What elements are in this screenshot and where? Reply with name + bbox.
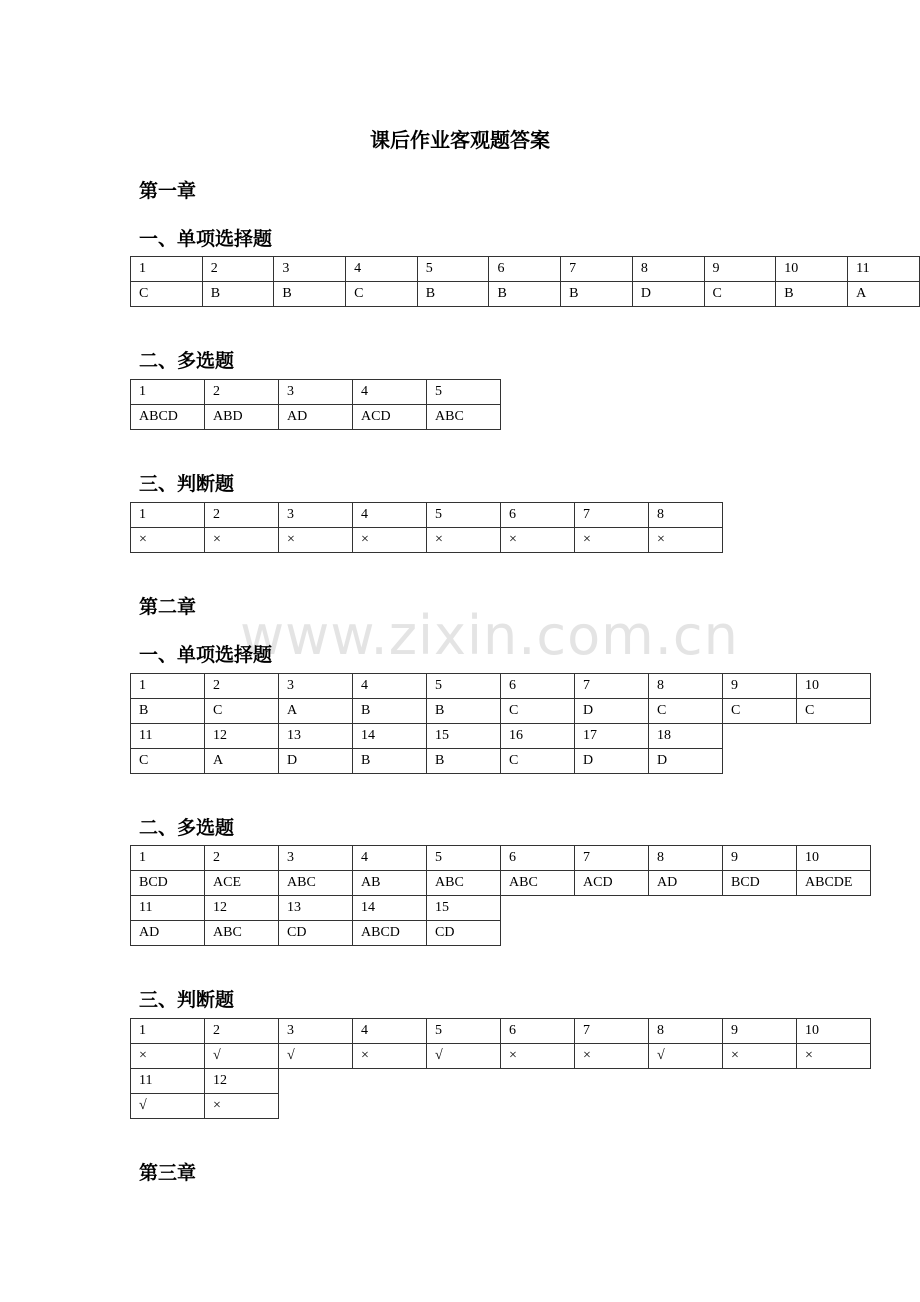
question-number-cell: 10 — [776, 257, 848, 282]
answer-cell: × — [649, 528, 723, 553]
answer-cell: CD — [279, 921, 353, 946]
answer-cell: D — [279, 749, 353, 774]
empty-cell — [501, 1069, 575, 1094]
question-number-cell: 4 — [353, 846, 427, 871]
ch1-judgement-table — [130, 502, 723, 553]
chapter-3-heading: 第三章 — [139, 1162, 197, 1184]
answer-cell: × — [575, 528, 649, 553]
empty-cell — [353, 1094, 427, 1119]
question-number-cell: 8 — [632, 257, 704, 282]
answer-cell: C — [797, 699, 871, 724]
empty-cell — [575, 921, 649, 946]
answer-cell: D — [575, 699, 649, 724]
question-number-cell: 4 — [346, 257, 418, 282]
empty-cell — [353, 1069, 427, 1094]
empty-cell — [501, 921, 575, 946]
question-number-cell: 2 — [205, 380, 279, 405]
empty-cell — [649, 921, 723, 946]
question-number-cell: 10 — [797, 674, 871, 699]
question-number-cell: 12 — [205, 724, 279, 749]
question-number-row — [131, 724, 871, 749]
answer-cell: A — [279, 699, 353, 724]
empty-cell — [501, 1094, 575, 1119]
answer-row — [131, 1044, 871, 1069]
answer-cell: B — [417, 282, 489, 307]
question-number-row — [131, 1019, 871, 1044]
question-number-cell: 13 — [279, 724, 353, 749]
answer-cell: × — [427, 528, 501, 553]
question-number-cell: 5 — [427, 1019, 501, 1044]
answer-cell: ACD — [353, 405, 427, 430]
answer-cell: B — [353, 749, 427, 774]
empty-cell — [649, 1069, 723, 1094]
ch2-multi-choice-table — [130, 845, 871, 946]
answer-cell: B — [427, 699, 501, 724]
answer-cell: B — [131, 699, 205, 724]
answer-cell: C — [649, 699, 723, 724]
empty-cell — [797, 1094, 871, 1119]
question-number-cell: 8 — [649, 846, 723, 871]
empty-cell — [575, 1094, 649, 1119]
answer-cell: B — [489, 282, 561, 307]
answer-row — [131, 1094, 871, 1119]
answer-cell: × — [353, 1044, 427, 1069]
answer-row — [131, 921, 871, 946]
empty-cell — [723, 724, 797, 749]
answer-row — [131, 282, 920, 307]
ch2-single-choice-table — [130, 673, 871, 774]
question-number-cell: 4 — [353, 503, 427, 528]
ch1-multi-choice-heading: 二、多选题 — [139, 350, 235, 372]
empty-cell — [575, 1069, 649, 1094]
answer-cell: × — [205, 528, 279, 553]
empty-cell — [649, 896, 723, 921]
answer-cell: × — [131, 1044, 205, 1069]
question-number-cell: 7 — [575, 674, 649, 699]
question-number-cell: 4 — [353, 1019, 427, 1044]
answer-cell: × — [131, 528, 205, 553]
answer-cell: × — [501, 1044, 575, 1069]
answer-cell: √ — [649, 1044, 723, 1069]
answer-cell: A — [848, 282, 920, 307]
question-number-cell: 11 — [131, 1069, 205, 1094]
question-number-cell: 3 — [274, 257, 346, 282]
empty-cell — [723, 1094, 797, 1119]
answer-cell: × — [575, 1044, 649, 1069]
question-number-row — [131, 380, 501, 405]
answer-cell: × — [279, 528, 353, 553]
question-number-cell: 11 — [848, 257, 920, 282]
answer-cell: × — [205, 1094, 279, 1119]
question-number-cell: 1 — [131, 380, 205, 405]
question-number-cell: 3 — [279, 846, 353, 871]
answer-cell: × — [353, 528, 427, 553]
answer-cell: AD — [279, 405, 353, 430]
answer-row — [131, 871, 871, 896]
empty-cell — [427, 1069, 501, 1094]
answer-row — [131, 528, 723, 553]
question-number-cell: 1 — [131, 846, 205, 871]
question-number-cell: 9 — [704, 257, 776, 282]
question-number-row — [131, 896, 871, 921]
answer-cell: AB — [353, 871, 427, 896]
question-number-cell: 5 — [427, 380, 501, 405]
question-number-cell: 2 — [205, 846, 279, 871]
answer-cell: ACD — [575, 871, 649, 896]
answer-cell: C — [723, 699, 797, 724]
question-number-cell: 7 — [561, 257, 633, 282]
answer-cell: D — [575, 749, 649, 774]
empty-cell — [797, 724, 871, 749]
answer-cell: √ — [205, 1044, 279, 1069]
question-number-cell: 16 — [501, 724, 575, 749]
question-number-cell: 5 — [427, 846, 501, 871]
question-number-cell: 13 — [279, 896, 353, 921]
empty-cell — [797, 1069, 871, 1094]
question-number-cell: 2 — [205, 1019, 279, 1044]
question-number-cell: 7 — [575, 503, 649, 528]
empty-cell — [427, 1094, 501, 1119]
answer-cell: C — [131, 749, 205, 774]
question-number-cell: 4 — [353, 674, 427, 699]
chapter-1-heading: 第一章 — [139, 180, 197, 202]
question-number-cell: 8 — [649, 1019, 723, 1044]
empty-cell — [501, 896, 575, 921]
answer-cell: × — [797, 1044, 871, 1069]
question-number-cell: 11 — [131, 724, 205, 749]
ch2-judgement-table — [130, 1018, 871, 1119]
question-number-row — [131, 503, 723, 528]
ch2-judgement-heading: 三、判断题 — [139, 989, 235, 1011]
question-number-cell: 7 — [575, 846, 649, 871]
question-number-row — [131, 846, 871, 871]
answer-cell: C — [704, 282, 776, 307]
question-number-cell: 5 — [417, 257, 489, 282]
empty-cell — [723, 896, 797, 921]
answer-cell: √ — [279, 1044, 353, 1069]
ch2-single-choice-heading: 一、单项选择题 — [139, 644, 273, 666]
question-number-cell: 9 — [723, 674, 797, 699]
question-number-cell: 5 — [427, 503, 501, 528]
answer-cell: B — [561, 282, 633, 307]
question-number-cell: 3 — [279, 1019, 353, 1044]
answer-cell: ABD — [205, 405, 279, 430]
answer-cell: B — [202, 282, 274, 307]
answer-cell: BCD — [131, 871, 205, 896]
ch2-multi-choice-heading: 二、多选题 — [139, 817, 235, 839]
question-number-cell: 10 — [797, 846, 871, 871]
answer-cell: CD — [427, 921, 501, 946]
empty-cell — [723, 1069, 797, 1094]
answer-cell: A — [205, 749, 279, 774]
answer-cell: B — [427, 749, 501, 774]
question-number-cell: 9 — [723, 846, 797, 871]
question-number-cell: 7 — [575, 1019, 649, 1044]
empty-cell — [797, 921, 871, 946]
answer-row — [131, 749, 871, 774]
answer-cell: ACE — [205, 871, 279, 896]
question-number-cell: 14 — [353, 724, 427, 749]
question-number-cell: 4 — [353, 380, 427, 405]
question-number-cell: 5 — [427, 674, 501, 699]
question-number-cell: 9 — [723, 1019, 797, 1044]
watermark: www.zixin.com.cn — [240, 604, 739, 667]
question-number-cell: 6 — [501, 674, 575, 699]
answer-cell: B — [776, 282, 848, 307]
empty-cell — [649, 1094, 723, 1119]
answer-cell: ABC — [427, 405, 501, 430]
question-number-cell: 6 — [489, 257, 561, 282]
question-number-cell: 14 — [353, 896, 427, 921]
answer-cell: ABC — [427, 871, 501, 896]
question-number-cell: 1 — [131, 257, 203, 282]
question-number-row — [131, 257, 920, 282]
question-number-cell: 8 — [649, 674, 723, 699]
ch1-multi-choice-table — [130, 379, 501, 430]
question-number-cell: 3 — [279, 503, 353, 528]
question-number-cell: 1 — [131, 674, 205, 699]
question-number-cell: 6 — [501, 503, 575, 528]
ch1-single-choice-table — [130, 256, 920, 307]
question-number-cell: 18 — [649, 724, 723, 749]
question-number-cell: 8 — [649, 503, 723, 528]
question-number-cell: 10 — [797, 1019, 871, 1044]
ch1-judgement-heading: 三、判断题 — [139, 473, 235, 495]
question-number-row — [131, 674, 871, 699]
answer-cell: C — [501, 749, 575, 774]
question-number-row — [131, 1069, 871, 1094]
answer-cell: BCD — [723, 871, 797, 896]
answer-cell: ABCDE — [797, 871, 871, 896]
answer-cell: C — [131, 282, 203, 307]
question-number-cell: 1 — [131, 503, 205, 528]
answer-cell: ABC — [501, 871, 575, 896]
empty-cell — [279, 1094, 353, 1119]
answer-cell: C — [346, 282, 418, 307]
answer-cell: C — [205, 699, 279, 724]
answer-cell: B — [353, 699, 427, 724]
answer-cell: × — [501, 528, 575, 553]
answer-row — [131, 699, 871, 724]
question-number-cell: 15 — [427, 896, 501, 921]
question-number-cell: 2 — [205, 674, 279, 699]
question-number-cell: 11 — [131, 896, 205, 921]
question-number-cell: 17 — [575, 724, 649, 749]
answer-cell: D — [632, 282, 704, 307]
empty-cell — [723, 749, 797, 774]
question-number-cell: 1 — [131, 1019, 205, 1044]
answer-cell: AD — [649, 871, 723, 896]
question-number-cell: 6 — [501, 1019, 575, 1044]
answer-cell: ABCD — [353, 921, 427, 946]
chapter-2-heading: 第二章 — [139, 596, 197, 618]
answer-cell: AD — [131, 921, 205, 946]
answer-cell: ABC — [279, 871, 353, 896]
answer-cell: √ — [427, 1044, 501, 1069]
answer-cell: C — [501, 699, 575, 724]
ch1-single-choice-heading: 一、单项选择题 — [139, 228, 273, 250]
question-number-cell: 3 — [279, 380, 353, 405]
answer-cell: × — [723, 1044, 797, 1069]
question-number-cell: 3 — [279, 674, 353, 699]
question-number-cell: 2 — [205, 503, 279, 528]
answer-cell: ABC — [205, 921, 279, 946]
question-number-cell: 6 — [501, 846, 575, 871]
question-number-cell: 15 — [427, 724, 501, 749]
document-title: 课后作业客观题答案 — [370, 128, 550, 152]
answer-cell: √ — [131, 1094, 205, 1119]
question-number-cell: 2 — [202, 257, 274, 282]
answer-cell: B — [274, 282, 346, 307]
answer-cell: D — [649, 749, 723, 774]
empty-cell — [797, 896, 871, 921]
empty-cell — [797, 749, 871, 774]
empty-cell — [279, 1069, 353, 1094]
answer-row — [131, 405, 501, 430]
answer-cell: ABCD — [131, 405, 205, 430]
question-number-cell: 12 — [205, 1069, 279, 1094]
empty-cell — [723, 921, 797, 946]
empty-cell — [575, 896, 649, 921]
question-number-cell: 12 — [205, 896, 279, 921]
